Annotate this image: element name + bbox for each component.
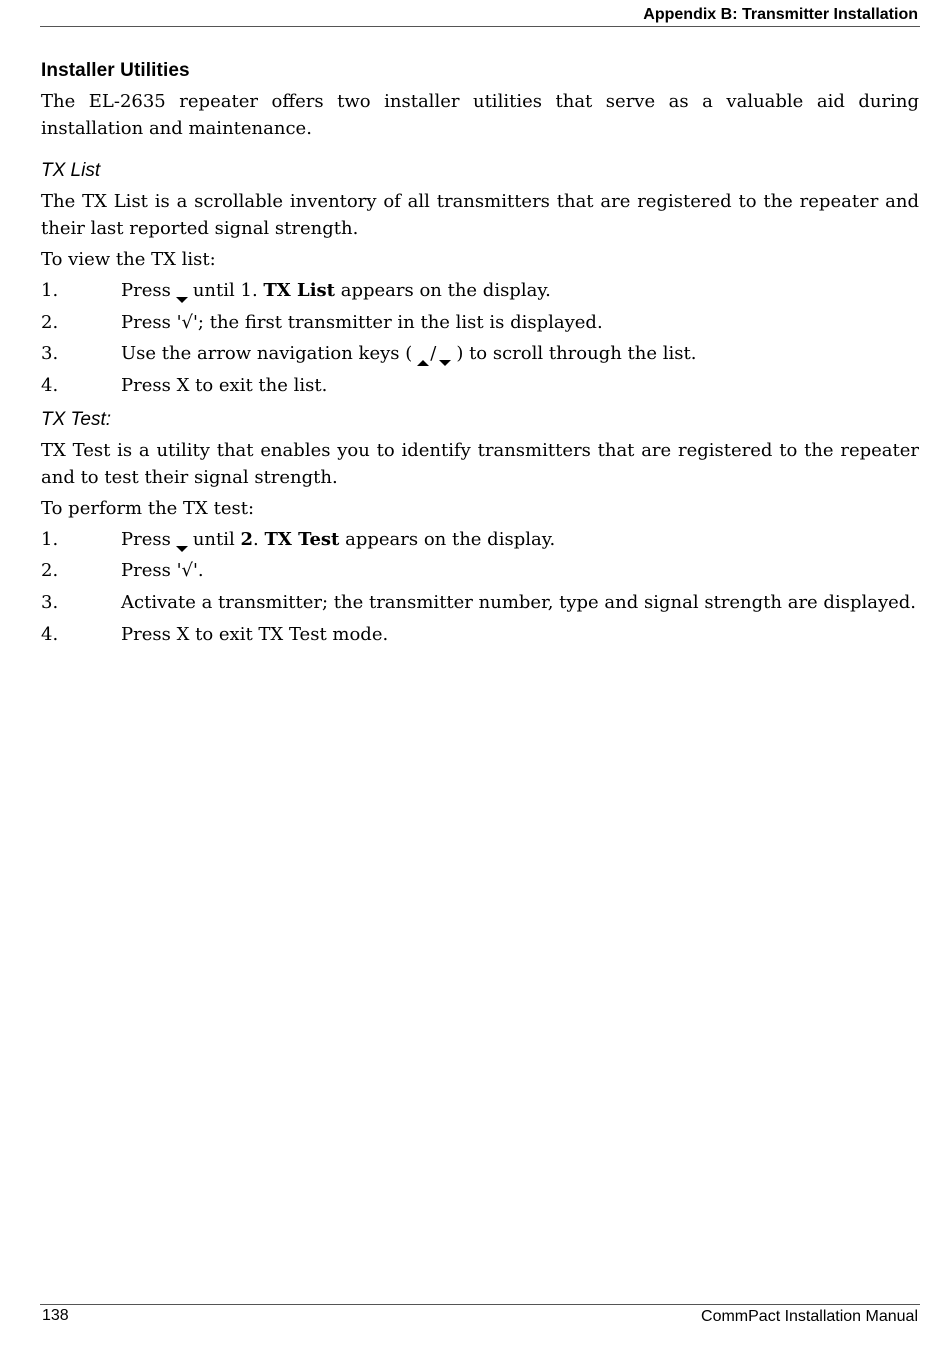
step-text: Use the arrow navigation keys ( (121, 343, 413, 365)
step-text: Press (121, 280, 171, 301)
tx-test-desc: TX Test is a utility that enables you to identify transmitters that are registered to the repeater and to test their signal strength. (41, 439, 919, 488)
manual-title: CommPact Installation Manual (701, 1308, 918, 1325)
tx-test-steps (41, 526, 919, 648)
list-item (41, 340, 919, 367)
list-item (41, 621, 919, 648)
step-number: 1. (41, 528, 59, 550)
step-number: 3. (41, 591, 59, 613)
step-number: 2. (41, 311, 59, 333)
tx-list-desc: The TX List is a scrollable inventory of all transmitters that are registered to the repeater and their last reported signal strength. (41, 191, 919, 239)
page-number: 138 (42, 1307, 69, 1324)
up-arrow-icon (416, 349, 430, 359)
tx-list-lead: To view the TX list: (41, 249, 216, 270)
step-bold-text: TX List (263, 280, 335, 301)
tx-test-lead: To perform the TX test: (41, 497, 255, 519)
step-text: appears on the display. (340, 280, 551, 301)
tx-test-title: TX Test: (41, 408, 112, 430)
page-header (40, 0, 920, 27)
step-text: Press X to exit TX Test mode. (121, 623, 389, 645)
step-number: 4. (41, 623, 59, 645)
step-text: Press '√'. (121, 560, 204, 582)
step-bold-number: 2 (240, 528, 254, 550)
page-footer (40, 1304, 920, 1325)
step-text: Press '√'; the first transmitter in the list is displayed. (121, 311, 603, 333)
step-text: appears on the display. (345, 528, 556, 550)
page-content (41, 60, 919, 658)
step-text: Press (121, 528, 171, 550)
step-number: 1. (41, 280, 59, 301)
step-text: Activate a transmitter; the transmitter number, type and signal strength are displayed. (121, 591, 917, 613)
step-dot: . (253, 528, 259, 550)
step-number: 2. (41, 560, 59, 582)
list-item (41, 372, 919, 399)
list-item (41, 277, 919, 304)
list-item (41, 526, 919, 553)
step-text: until 1. (192, 280, 258, 301)
step-text: until (192, 528, 235, 550)
section-title: Installer Utilities (41, 60, 190, 81)
step-number: 3. (41, 343, 59, 365)
header-title: Appendix B: Transmitter Installation (643, 6, 918, 23)
down-arrow-icon (438, 349, 452, 359)
step-bold-text: TX Test (264, 528, 340, 550)
step-text: ) to scroll through the list. (456, 343, 697, 365)
down-arrow-icon (175, 535, 189, 545)
tx-list-steps (41, 277, 919, 399)
list-item (41, 309, 919, 336)
down-arrow-icon (175, 286, 189, 296)
list-item (41, 589, 919, 616)
list-item (41, 557, 919, 584)
step-number: 4. (41, 374, 59, 396)
tx-list-title: TX List (41, 160, 101, 181)
section-intro: The EL-2635 repeater offers two installer utilities that serve as a valuable aid during installation and maintenance. (41, 91, 919, 139)
step-separator: / (430, 343, 437, 365)
step-text: Press X to exit the list. (121, 374, 328, 396)
